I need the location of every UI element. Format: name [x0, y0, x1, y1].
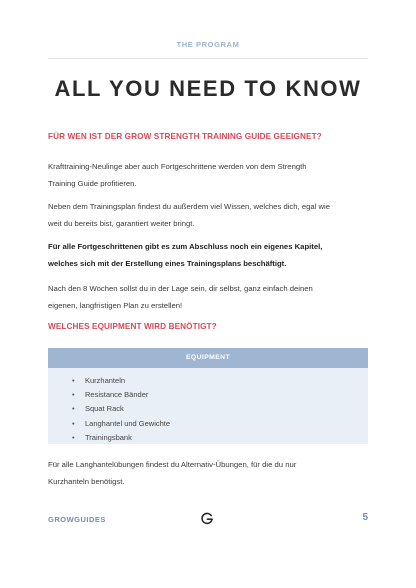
- section-heading-audience: FÜR WEN IST DER GROW STRENGTH TRAINING GUIDE GEEIGNET?: [48, 132, 322, 141]
- text-line: Für alle Langhantelübungen findest du Alternativ-Übungen, für die du nur: [48, 460, 297, 469]
- text-line: weit du bereits bist, garantiert weiter bringt.: [48, 219, 195, 228]
- list-item: [72, 431, 368, 445]
- equipment-box-header: EQUIPMENT: [48, 348, 368, 368]
- paragraph-advanced-chapter: [48, 238, 370, 272]
- equipment-item-label: Squat Rack: [85, 404, 124, 414]
- bullet-icon: •: [72, 404, 75, 414]
- bullet-icon: •: [72, 390, 75, 400]
- footer-brand: GROWGUIDES: [48, 515, 106, 524]
- paragraph-audience: [48, 158, 370, 192]
- list-item: [72, 388, 368, 402]
- text-line: welches sich mit der Erstellung eines Trainingsplans beschäftigt.: [48, 259, 287, 268]
- text-line: Training Guide profitieren.: [48, 179, 137, 188]
- page-kicker: THE PROGRAM: [176, 40, 240, 49]
- text-line: Nach den 8 Wochen sollst du in der Lage sein, dir selbst, ganz einfach deinen: [48, 284, 313, 293]
- equipment-item-label: Kurzhanteln: [85, 376, 126, 385]
- equipment-box: [48, 348, 368, 444]
- text-line: Für alle Fortgeschrittenen gibt es zum Abschluss noch ein eigenes Kapitel,: [48, 242, 323, 251]
- equipment-item-label: Resistance Bänder: [85, 390, 149, 400]
- equipment-item-label: Trainingsbank: [85, 432, 132, 442]
- equipment-item-label: Langhantel und Gewichte: [85, 418, 171, 428]
- list-item: [72, 417, 368, 431]
- text-line: Krafttraining-Neulinge aber auch Fortgeschrittene werden von dem Strength: [48, 162, 307, 171]
- section-heading-equipment: WELCHES EQUIPMENT WIRD BENÖTIGT?: [48, 322, 217, 331]
- bullet-icon: •: [72, 376, 75, 385]
- text-line: Neben dem Trainingsplan findest du außerdem viel Wissen, welches dich, egal wie: [48, 202, 331, 211]
- bullet-icon: •: [72, 432, 75, 442]
- list-item: [72, 402, 368, 416]
- header-divider: [48, 58, 368, 59]
- bullet-icon: •: [72, 418, 75, 428]
- list-item: [72, 374, 368, 388]
- equipment-list: [48, 368, 368, 445]
- paragraph-knowledge: [48, 198, 370, 232]
- growguides-logo-icon: [200, 512, 214, 526]
- page-title: ALL YOU NEED TO KNOW: [54, 76, 362, 101]
- text-line: Kurzhanteln benötigst.: [48, 477, 125, 486]
- text-line: eigenen, langfristigen Plan zu erstellen!: [48, 301, 183, 310]
- paragraph-alternatives-note: [48, 456, 370, 490]
- page-number: 5: [362, 512, 368, 523]
- paragraph-after-8-weeks: [48, 280, 370, 314]
